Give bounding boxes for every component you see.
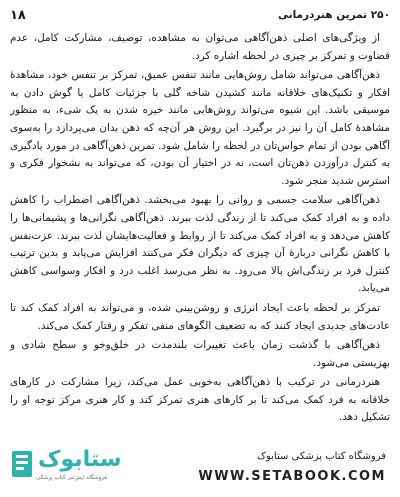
page-number: ۱۸ [10,7,26,23]
paragraph: ذهن‌آگاهی می‌تواند شامل روش‌هایی مانند تنفس عمیق، تمرکز بر تنفس خود، مشاهدهٔ افکار و تکنیک‌های خلاقانه مانند کشیدن شاخه گلی با جزئیات کامل یا گوش دادن به موسیقی باشد. این شیوه می‌تواند روش‌هایی مانند خیره شدن به یک شیء، به منظور مشاهدهٔ کامل آن را نیز در برگیرد. این روش هر آن‌چه که ذهن بدان می‌پردازد را به‌سوی آگاهی بودن از تمام حواس‌تان در لحظه را شامل شود. تمرین ذهن‌آگاهی در مورد یادگیری به کنترل درآوردن ذهن‌تان است، نه در اختیار آن بودن، که می‌تواند به نشخوار فکری و استرس شدید منجر شود. [10,69,390,187]
paragraph: هنردرمانی در ترکیب با ذهن‌آگاهی به‌خوبی عمل می‌کند، زیرا مشارکت در کارهای خلاقانه به فرد کمک می‌کند تا بر کارهای هنری تمرکز کند و کار هنری مرکز توجه او را تشکیل دهد. [10,376,390,424]
logo-tagline: فروشگاه اینترنتی کتاب پزشکی [36,475,107,481]
paragraph: از ویژگی‌های اصلی ذهن‌آگاهی می‌توان به مشاهده، توصیف، مشارکت کامل، عدم قضاوت و تمرکز بر چیزی در لحظه اشاره کرد. [10,32,390,62]
book-icon [10,449,34,479]
setabook-logo [10,445,122,489]
paragraph: تمرکز بر لحظه باعث ایجاد انرژی و روشن‌بینی شده، و می‌تواند به افراد کمک کند تا عادت‌های جدیدی ایجاد کنند که به تضعیف الگوهای منفی تفکر و رفتار کمک می‌کند. [10,301,390,332]
running-title: ۲۵۰ تمرین هنردرمانی [278,9,390,21]
logo-wordmark: ستابوک [38,447,122,472]
store-name: فروشگاه کتاب پزشکی ستابوک [257,451,386,462]
paragraph: ذهن‌آگاهی با گذشت زمان باعث تغییرات بلندمدت در خلق‌وخو و سطح شادی و بهزیستی می‌شود. [10,339,390,369]
page-header [10,6,390,24]
store-url[interactable]: WWW.SETABOOK.COM [198,469,386,484]
body-text [10,30,390,429]
page-footer [0,439,400,497]
paragraph: ذهن‌آگاهی سلامت جسمی و روانی را بهبود می‌بخشد. ذهن‌آگاهی اضطراب را کاهش داده و به افراد کمک می‌کند تا از زندگی لذت ببرند. ذهن‌آگاهی نگرانی‌ها و پشیمانی‌ها را کاهش می‌دهد و به افراد کمک می‌کند تا از روابط و فعالیت‌هایشان لذت ببرند. عزت‌نفس با کاهش نگرانی دربارهٔ آن چیزی که دیگران فکر می‌کنند افزایش می‌یابد و بدین ترتیب کنترل فرد بر زندگی‌اش بالا می‌رود. به نظر می‌رسد اغلب درد و افکار وسواسی کاهش می‌یابد. [10,194,390,295]
